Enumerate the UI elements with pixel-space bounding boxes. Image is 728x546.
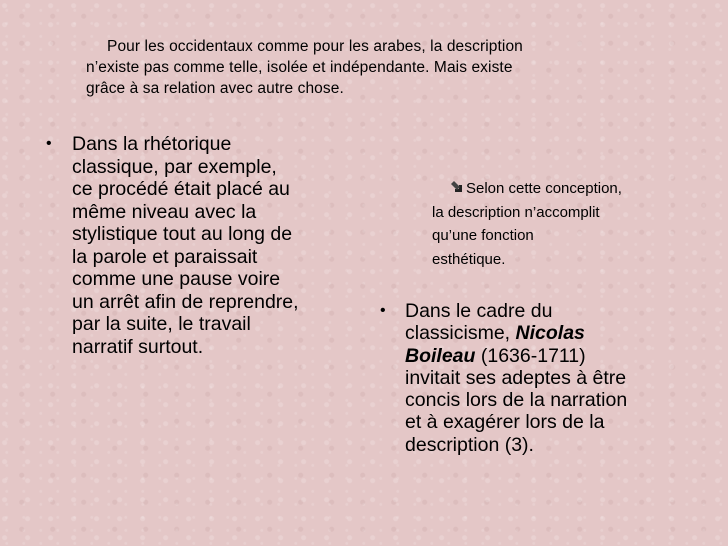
- right-bullet-text: [380, 300, 700, 456]
- note-box: [432, 177, 712, 271]
- right-bullet-line: description (3).: [405, 433, 534, 456]
- left-bullet-line: Dans la rhétorique: [72, 133, 232, 155]
- left-bullet-line: un arrêt afin de reprendre,: [72, 290, 299, 313]
- author-name: Nicolas: [515, 322, 585, 345]
- intro-line: Pour les occidentaux comme pour les arabes, la description: [107, 38, 523, 55]
- note-line: esthétique.: [432, 250, 506, 268]
- left-bullet-line: ce procédé était placé au: [72, 178, 290, 200]
- author-dates: (1636-1711): [475, 344, 586, 367]
- arrow-icon: [450, 180, 464, 194]
- right-bullet-line: concis lors de la narration: [405, 389, 628, 412]
- left-bullet-line: par la suite, le travail: [72, 313, 251, 335]
- left-bullet-line: classique, par exemple,: [72, 155, 277, 178]
- right-bullet-prefix: classicisme,: [405, 322, 516, 345]
- left-bullet-line: narratif surtout.: [72, 335, 204, 358]
- right-bullet-line: Dans le cadre du: [405, 300, 553, 322]
- intro-paragraph: [86, 36, 666, 99]
- left-bullet-line: stylistique tout au long de: [72, 223, 293, 245]
- intro-line: grâce à sa relation avec autre chose.: [86, 80, 344, 97]
- right-bullet-item: [380, 300, 700, 456]
- note-line: qu’une fonction: [432, 227, 534, 244]
- right-bullet-line: invitait ses adeptes à être: [405, 366, 627, 389]
- right-bullet-line: [405, 345, 700, 367]
- note-line-text: Selon cette conception,: [466, 180, 622, 197]
- left-bullet-line: la parole et paraissait: [72, 245, 258, 268]
- bullet-dot: •: [380, 302, 386, 319]
- note-line: [432, 177, 712, 201]
- left-bullet-line: comme une pause voire: [72, 268, 281, 290]
- right-bullet-line: et à exagérer lors de la: [405, 411, 605, 434]
- right-bullet-line: [405, 322, 700, 344]
- note-line: la description n’accomplit: [432, 203, 600, 221]
- left-bullet-line: même niveau avec la: [72, 200, 257, 223]
- left-bullet-text: [46, 133, 346, 358]
- author-surname: Boileau: [405, 344, 476, 367]
- bullet-dot: •: [46, 135, 52, 152]
- intro-line: n’existe pas comme telle, isolée et indépendante. Mais existe: [86, 59, 513, 76]
- left-bullet-item: [46, 133, 346, 358]
